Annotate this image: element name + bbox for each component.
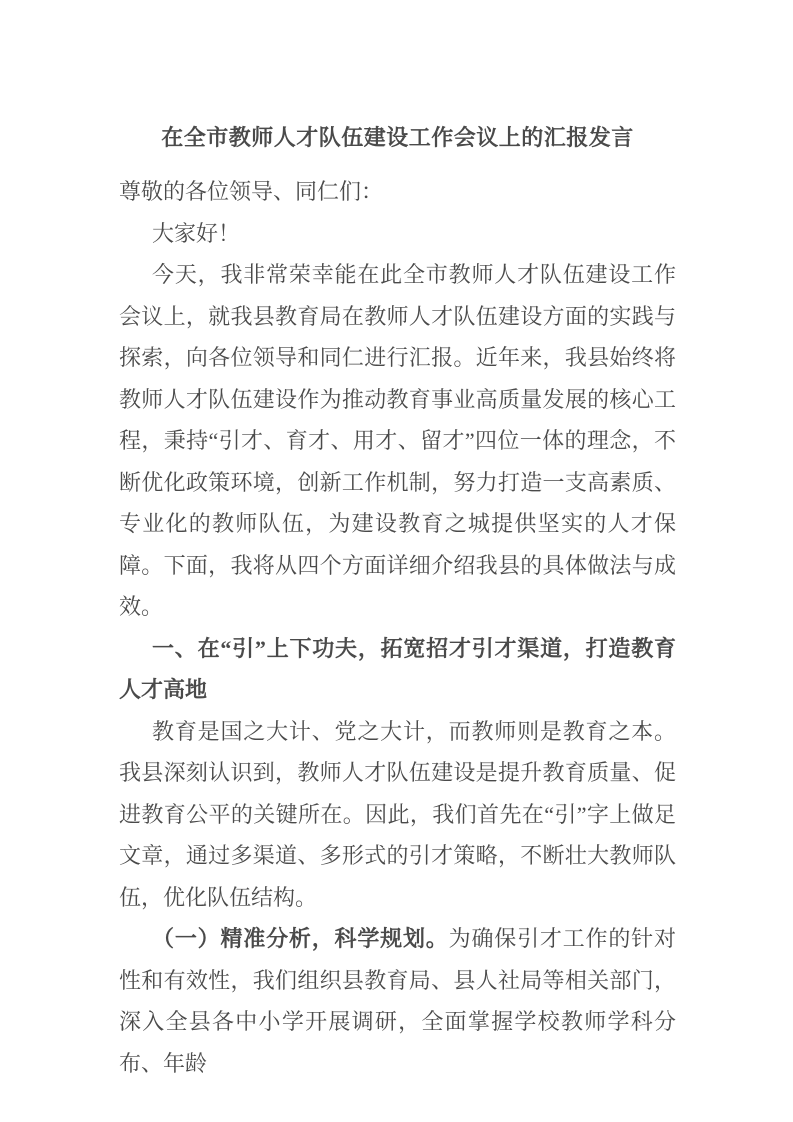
document-title: 在全市教师人才队伍建设工作会议上的汇报发言 [161, 125, 634, 150]
section-1-sub1-text: 为确保引才工作的针对性和有效性，我们组织县教育局、县人社局等相关部门，深入全县各中小学开展调研，全面掌握学校教师学科分布、年龄 [119, 926, 676, 1076]
section-1-sub1-paragraph [119, 918, 676, 1084]
opening-paragraph: 今天，我非常荣幸能在此全市教师人才队伍建设工作会议上，就我县教育局在教师人才队伍建设方面的实践与探索，向各位领导和同仁进行汇报。近年来，我县始终将教师人才队伍建设作为推动教育事业高质量发展的核心工程，秉持“引才、育才、用才、留才”四位一体的理念，不断优化政策环境，创新工作机制，努力打造一支高素质、专业化的教师队伍，为建设教育之城提供坚实的人才保障。下面，我将从四个方面详细介绍我县的具体做法与成效。 [119, 262, 676, 619]
salutation-line: 尊敬的各位领导、同仁们： [119, 179, 384, 204]
section-1-sub1-lead: （一）精准分析，科学规划。 [152, 926, 449, 951]
section-1-intro-paragraph: 教育是国之大计、党之大计，而教师则是教育之本。我县深刻认识到，教师人才队伍建设是提升教育质量、促进教育公平的关键所在。因此，我们首先在“引”字上做足文章，通过多渠道、多形式的引才策略，不断壮大教师队伍，优化队伍结构。 [119, 718, 676, 910]
greeting-paragraph: 大家好！ [152, 220, 241, 246]
section-1-heading: 一、在“引”上下功夫，拓宽招才引才渠道，打造教育人才高地 [119, 635, 676, 702]
